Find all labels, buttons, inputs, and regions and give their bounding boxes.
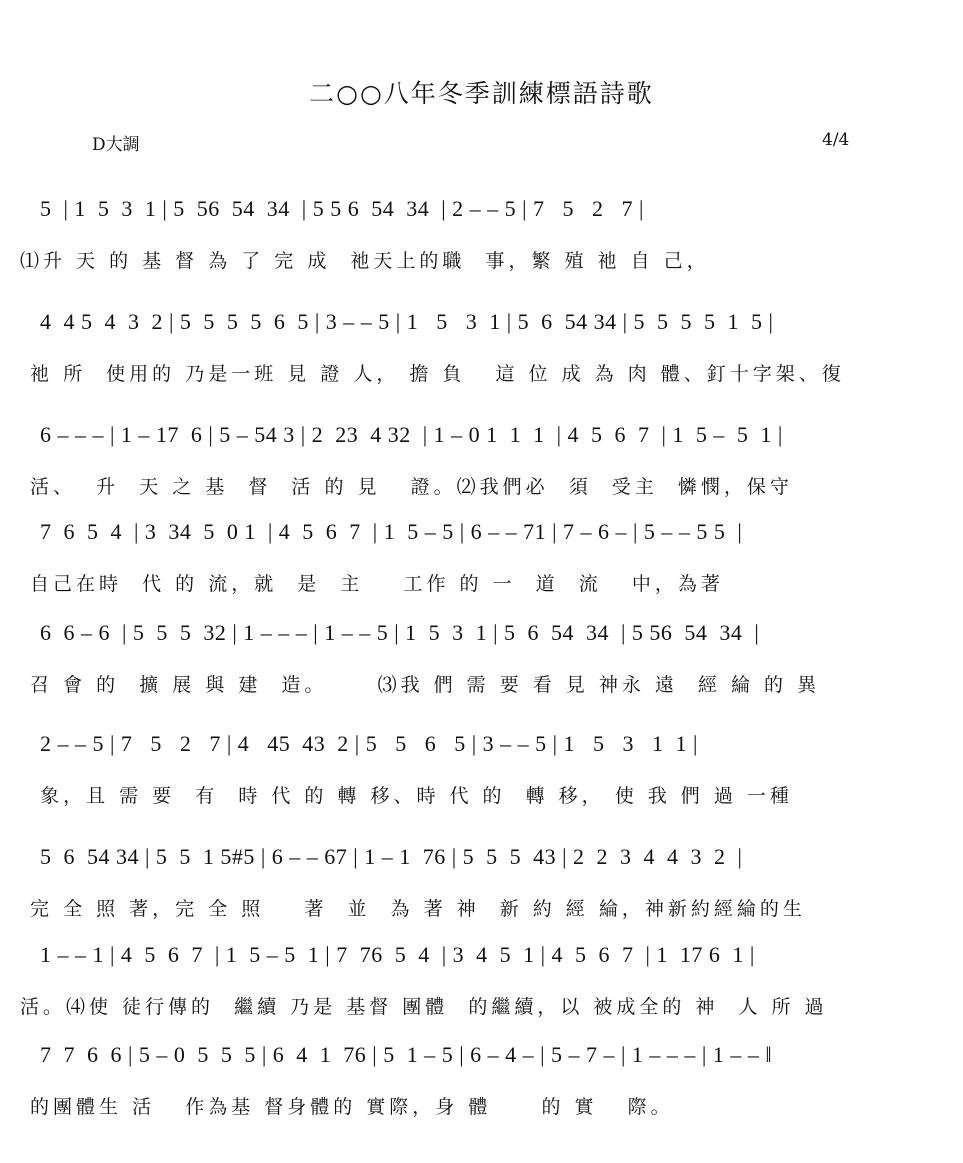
notation-line: 7 7 6 6 | 5 – 0 5 5 5 | 6 4 1 76 | 5 1 – 5 | 6 – 4 – | 5 – 7 – | 1 – – – | 1 – – ‖ bbox=[40, 1042, 773, 1067]
time-signature: 4/4 bbox=[822, 130, 850, 150]
key-signature: D大調 bbox=[92, 135, 140, 155]
song-title: 二○○八年冬季訓練標語詩歌 bbox=[309, 79, 654, 108]
lyric-line: ⑴升 天 的 基 督 為 了 完 成 祂天上的職 事，繁 殖 祂 自 己， bbox=[20, 250, 710, 272]
lyric-line: 召 會 的 擴 展 與 建 造。 ⑶我 們 需 要 看 見 神永 遠 經 綸 的 異 bbox=[20, 674, 821, 696]
score-system bbox=[0, 196, 963, 306]
lyric-line: 活、 升 天 之 基 督 活 的 見 證。⑵我們必 須 受主 憐憫，保守 bbox=[20, 476, 793, 498]
notation-line: 4 4 5 4 3 2 | 5 5 5 5 6 5 | 3 – – 5 | 1 5 3 1 | 5 6 54 34 | 5 5 5 5 1 5 | bbox=[40, 309, 774, 334]
lyric-line: 自己在時 代 的 流，就 是 主 工作 的 一 道 流 中，為著 bbox=[20, 573, 724, 595]
score-system bbox=[0, 731, 963, 841]
notation-line: 1 – – 1 | 4 5 6 7 | 1 5 – 5 1 | 7 76 5 4 | 3 4 5 1 | 4 5 6 7 | 1 17 6 1 | bbox=[40, 942, 755, 967]
score-system bbox=[0, 519, 963, 629]
lyric-line: 象，且 需 要 有 時 代 的 轉 移、時 代 的 轉 移， 使 我 們 過 一種 bbox=[20, 785, 793, 807]
notation-line: 5 | 1 5 3 1 | 5 56 54 34 | 5 5 6 54 34 | 2 – – 5 | 7 5 2 7 | bbox=[40, 196, 644, 221]
notation-line: 6 6 – 6 | 5 5 5 32 | 1 – – – | 1 – – 5 | 1 5 3 1 | 5 6 54 34 | 5 56 54 34 | bbox=[40, 620, 760, 645]
score-system bbox=[0, 309, 963, 419]
score-system bbox=[0, 844, 963, 954]
score-system bbox=[0, 942, 963, 1052]
notation-line: 2 – – 5 | 7 5 2 7 | 4 45 43 2 | 5 5 6 5 | 3 – – 5 | 1 5 3 1 1 | bbox=[40, 731, 698, 756]
score-system bbox=[0, 620, 963, 730]
notation-line: 7 6 5 4 | 3 34 5 0 1 | 4 5 6 7 | 1 5 – 5 | 6 – – 71 | 7 – 6 – | 5 – – 5 5 | bbox=[40, 519, 743, 544]
lyric-line: 活。⑷使 徒行傳的 繼續 乃是 基督 團體 的繼續，以 被成全的 神 人 所 過 bbox=[20, 996, 828, 1018]
lyric-line: 的團體生 活 作為基 督身體的 實際，身 體 的 實 際。 bbox=[20, 1096, 674, 1118]
lyric-line: 完 全 照 著，完 全 照 著 並 為 著 神 新 約 經 綸，神新約經綸的生 bbox=[20, 898, 806, 920]
notation-line: 5 6 54 34 | 5 5 1 5#5 | 6 – – 67 | 1 – 1 76 | 5 5 5 43 | 2 2 3 4 4 3 2 | bbox=[40, 844, 743, 869]
score-system bbox=[0, 422, 963, 532]
notation-line: 6 – – – | 1 – 17 6 | 5 – 54 3 | 2 23 4 32 | 1 – 0 1 1 1 | 4 5 6 7 | 1 5 – 5 1 | bbox=[40, 422, 783, 447]
score-system bbox=[0, 1042, 963, 1152]
lyric-line: 祂 所 使用的 乃是一班 見 證 人， 擔 負 這 位 成 為 肉 體、釘十字架、復 bbox=[20, 363, 845, 385]
